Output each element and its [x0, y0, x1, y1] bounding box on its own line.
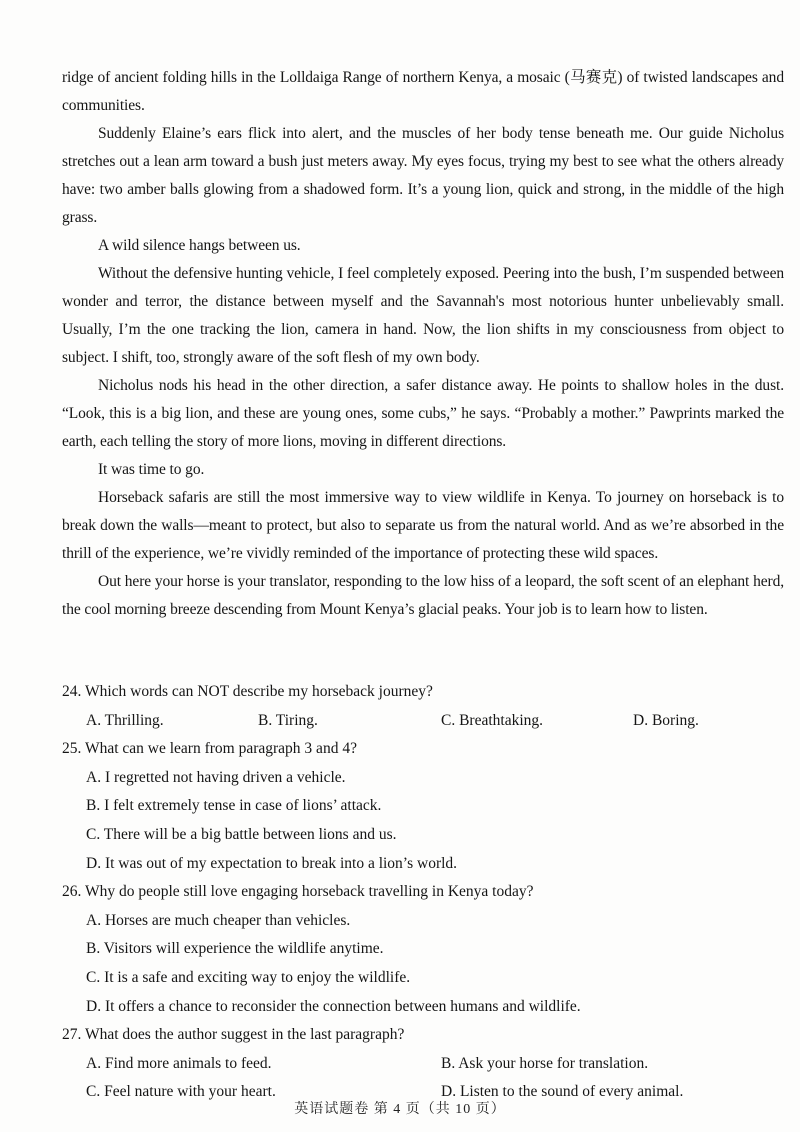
- question-stem: 27. What does the author suggest in the last paragraph?: [62, 1026, 405, 1044]
- option-d: D. Boring.: [633, 711, 699, 729]
- question-26: [62, 878, 784, 1021]
- option-c: C. There will be a big battle between lions and us.: [86, 825, 397, 843]
- option-c: C. Breathtaking.: [441, 711, 544, 729]
- question-stem: 24. Which words can NOT describe my horseback journey?: [62, 683, 433, 700]
- reading-passage: [62, 64, 784, 624]
- option-a: A. Find more animals to feed.: [86, 1054, 272, 1072]
- paragraph: It was time to go.: [98, 461, 205, 478]
- question-25: [62, 735, 784, 878]
- page-footer: 英语试题卷 第 4 页（共 10 页）: [294, 1102, 506, 1117]
- options-row: [86, 707, 784, 736]
- option-d: D. It was out of my expectation to break into a lion’s world.: [86, 854, 458, 872]
- option-b: B. Ask your horse for translation.: [441, 1054, 649, 1072]
- paragraph: Suddenly Elaine’s ears flick into alert, and the muscles of her body tense beneath me. Our guide Nicholus stretches out a lean arm toward a bush just meters away. My eyes focus, trying my best to see what the others already have: two amber balls glowing from a shadowed form. It’s a young lion, quick and strong, in the middle of the high grass.: [62, 125, 784, 226]
- question-stem: 26. Why do people still love engaging horseback travelling in Kenya today?: [62, 883, 534, 901]
- option-c: C. It is a safe and exciting way to enjoy the wildlife.: [86, 968, 411, 986]
- paragraph: Without the defensive hunting vehicle, I feel completely exposed. Peering into the bush, I’m suspended between wonder and terror, the distance between myself and the Savannah's most notorious hunter unbelievably small. Usually, I’m the one tracking the lion, camera in hand. Now, the lion shifts in my consciousness from object to subject. I shift, too, strongly aware of the soft flesh of my own body.: [62, 265, 784, 366]
- question-24: [62, 678, 784, 735]
- option-a: A. Horses are much cheaper than vehicles.: [86, 911, 351, 929]
- paragraph: Out here your horse is your translator, responding to the low hiss of a leopard, the soft scent of an elephant herd, the cool morning breeze descending from Mount Kenya’s glacial peaks. Your job is to learn how to listen.: [62, 573, 784, 618]
- question-27: [62, 1021, 784, 1107]
- option-c: C. Feel nature with your heart.: [86, 1083, 276, 1101]
- paragraph: A wild silence hangs between us.: [98, 237, 301, 254]
- options-row: [86, 1050, 784, 1079]
- option-d: D. It offers a chance to reconsider the connection between humans and wildlife.: [86, 997, 581, 1015]
- option-d: D. Listen to the sound of every animal.: [441, 1083, 684, 1101]
- option-b: B. I felt extremely tense in case of lions’ attack.: [86, 797, 382, 815]
- question-list: [62, 678, 784, 1107]
- paragraph: Nicholus nods his head in the other direction, a safer distance away. He points to shallow holes in the dust. “Look, this is a big lion, and these are young ones, some cubs,” he says. “Probably a mother.” Pawprints marked the earth, each telling the story of more lions, moving in different directions.: [62, 377, 784, 450]
- option-a: A. Thrilling.: [86, 711, 164, 729]
- question-stem: 25. What can we learn from paragraph 3 and 4?: [62, 740, 357, 758]
- option-b: B. Tiring.: [258, 711, 318, 729]
- option-a: A. I regretted not having driven a vehicle.: [86, 768, 346, 786]
- paragraph: Horseback safaris are still the most immersive way to view wildlife in Kenya. To journey on horseback is to break down the walls—meant to protect, but also to separate us from the natural world. And as we’re absorbed in the thrill of the experience, we’re vividly reminded of the importance of protecting these wild spaces.: [62, 489, 784, 562]
- option-b: B. Visitors will experience the wildlife anytime.: [86, 940, 384, 958]
- paragraph-continued: ridge of ancient folding hills in the Lolldaiga Range of northern Kenya, a mosaic (马赛克) of twisted landscapes and communities.: [62, 69, 784, 114]
